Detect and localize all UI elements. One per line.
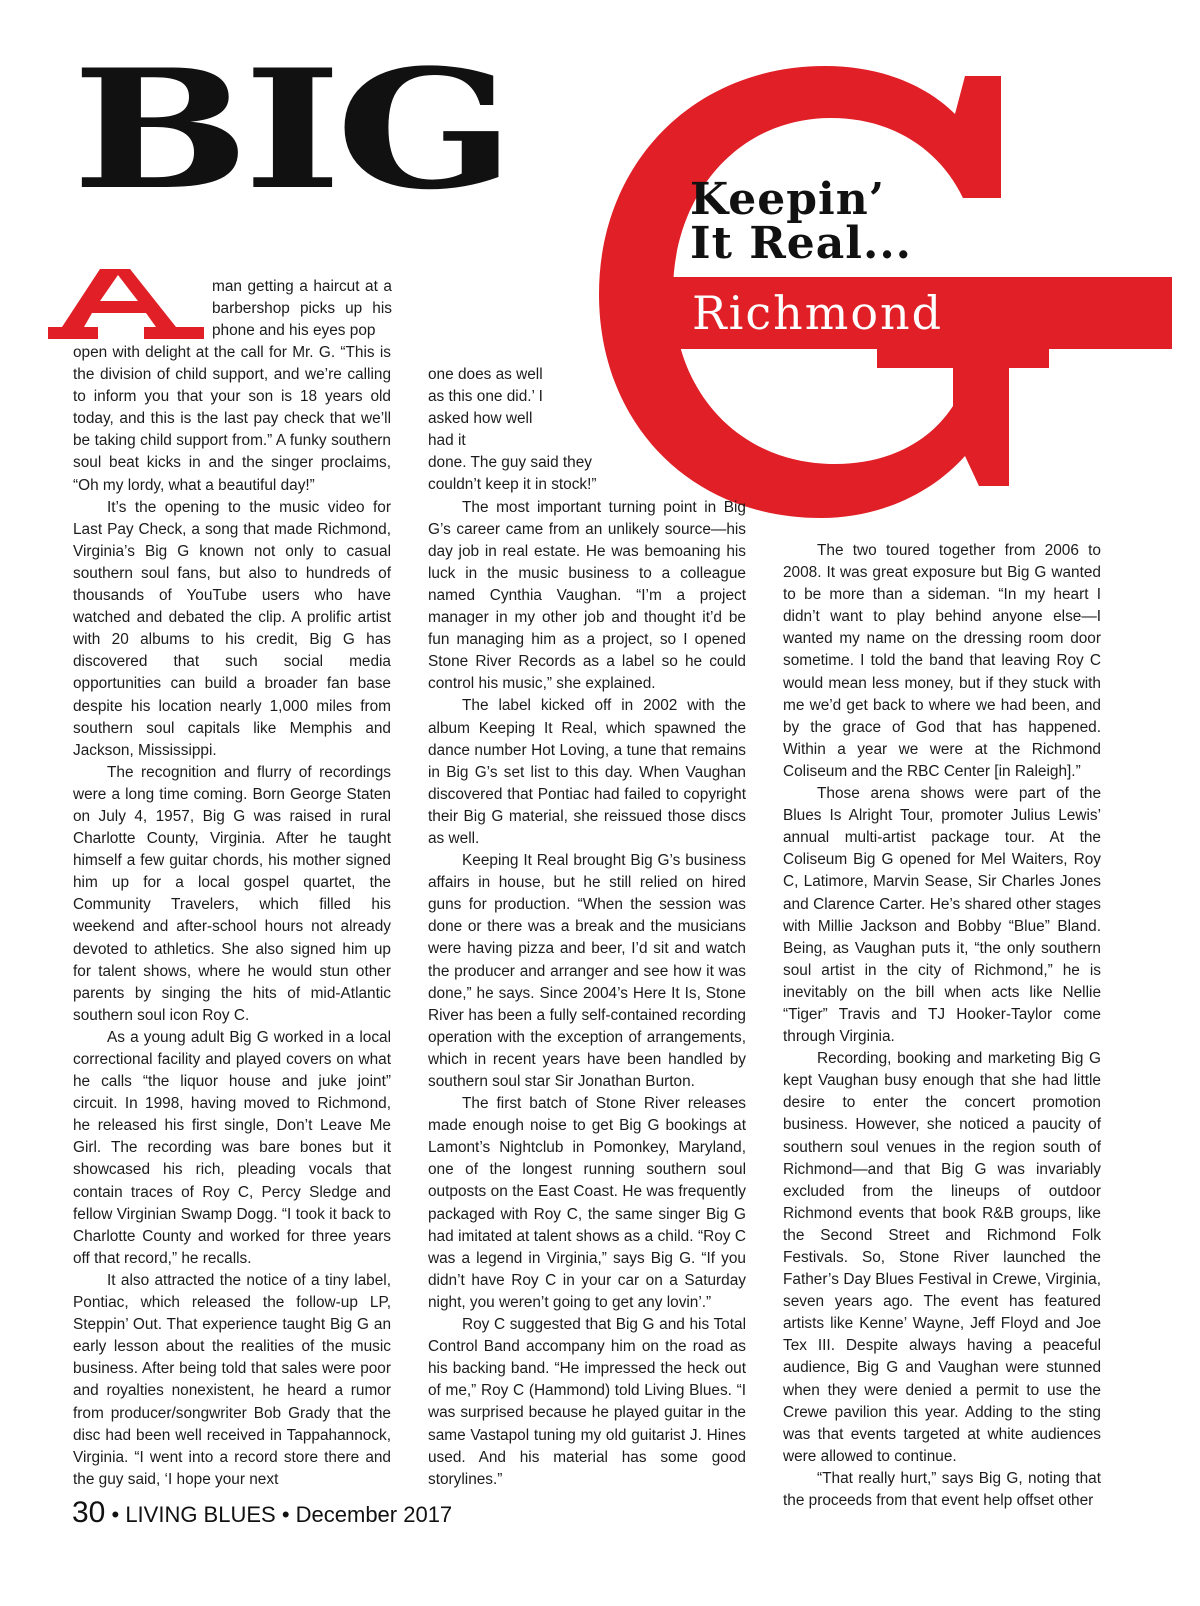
paragraph: The label kicked off in 2002 with the album Keeping It Real, which spawned the dance number Hot Loving, a tune that remains in Big G’s set list to this day. When Vaughan discovered that Pontiac had failed to copyright their Big G material, she reissued those discs as well. bbox=[428, 697, 746, 847]
paragraph: It’s the opening to the music video for Last Pay Check, a song that made Richmond, Virginia’s Big G known not only to casual southern soul fans, but also to hundreds of thousands of YouTube users who have watched and debated the clip. A prolific artist with 20 albums to his credit, Big G has discovered that such social media opportunities can build a broader fan base despite his location nearly 1,000 miles from southern soul capitals like Memphis and Jackson, Mississippi. bbox=[73, 498, 391, 759]
subtitle-line-1: Keepin’ bbox=[690, 174, 886, 225]
paragraph: Roy C suggested that Big G and his Total Control Band accompany him on the road as his backing band. “He impressed the heck out of me,” Roy C (Hammond) told Living Blues. “I was surprised because he played guitar in the same Vastapol tuning my old guitarist J. Hines used. And his material has some good storylines.” bbox=[428, 1316, 746, 1488]
column-3 bbox=[783, 540, 1101, 1512]
dropcap-a bbox=[40, 263, 212, 343]
paragraph: “That really hurt,” says Big G, noting that the proceeds from that event help offset other bbox=[783, 1469, 1101, 1510]
paragraph: It also attracted the notice of a tiny label, Pontiac, which released the follow-up LP, Steppin’ Out. That experience taught Big G an early lesson about the realities of the music business. After being told that sales were poor and royalties nonexistent, he heard a rumor from producer/songwriter Bob Grady that the disc had been well received in Tappahannock, Virginia. “I went into a record store there and the guy said, ‘I hope your next bbox=[73, 1271, 391, 1488]
paragraph: one does as well as this one did.’ I asked how well had it bbox=[428, 366, 543, 450]
paragraph: Those arena shows were part of the Blues Is Alright Tour, promoter Julius Lewis’ annual multi-artist package tour. At the Coliseum Big G opened for Mel Waiters, Roy C, Latimore, Marvin Sease, Sir Charles Jones and Clarence Carter. He’s shared other stages with Millie Jackson and Bobby “Blue” Bland. Being, as Vaughan puts it, “the only southern soul artist in the city of Richmond,” he is inevitably on the bill when acts like Nellie “Tiger” Travis and TJ Hooker-Taylor come through Virginia. bbox=[783, 785, 1101, 1046]
page-number: 30 bbox=[72, 1496, 106, 1529]
magazine-issue: • LIVING BLUES • December 2017 bbox=[111, 1502, 453, 1527]
paragraph: done. The guy said they couldn’t keep it in stock!” bbox=[428, 454, 597, 494]
paragraph: open with delight at the call for Mr. G. “This is the division of child support, and we’re calling to inform you that your son is 18 years old today, and this is the last pay check that we’ll be taking child support from.” A funky southern soul beat kicks in and the singer proclaims, “Oh my lordy, what a beautiful day!” bbox=[73, 344, 391, 494]
column-1-intro: man getting a haircut at a barbershop picks up his phone and his eyes pop bbox=[212, 278, 392, 340]
paragraph: As a young adult Big G worked in a local correctional facility and played covers on what he calls “the liquor house and juke joint” circuit. In 1998, having moved to Richmond, he released his first single, Don’t Leave Me Girl. The recording was bare bones but it showcased his rich, pleading vocals that contain traces of Roy C, Percy Sledge and fellow Virginian Swamp Dogg. “I took it back to Charlotte County and worked for three years off that record,” he recalls. bbox=[73, 1028, 391, 1267]
column-1 bbox=[73, 342, 391, 1491]
page-footer bbox=[72, 1496, 452, 1530]
paragraph: Recording, booking and marketing Big G kept Vaughan busy enough that she had little desire to enter the concert promotion business. However, she noticed a paucity of southern soul venues in the region south of Richmond—and that Big G was invariably excluded from the lineups of outdoor Richmond events that book R&B groups, like the Second Street and Richmond Folk Festivals. So, Stone River launched the Father’s Day Blues Festival in Crewe, Virginia, seven years ago. The event has featured artists like Kenne’ Wayne, Jeff Floyd and Joe Tex III. Despite always having a peaceful audience, Big G and Vaughan were stunned when they were denied a permit to use the Crewe pavilion this year. Adding to the sting was that events targeted at white audiences were allowed to continue. bbox=[783, 1050, 1101, 1465]
masthead-subtitle bbox=[690, 174, 912, 269]
subtitle-line-2: It Real... bbox=[690, 218, 912, 269]
paragraph: The recognition and flurry of recordings were a long time coming. Born George Staten on July 4, 1957, Big G was raised in rural Charlotte County, Virginia. After he taught himself a few guitar chords, his mother signed him up for a local gospel quartet, the Community Travelers, which filled his weekend and after-school hours not already devoted to athletics. She also signed him up for talent shows, where he would stun other parents by singing the hits of mid-Atlantic southern soul icon Roy C. bbox=[73, 763, 391, 1024]
paragraph: The most important turning point in Big G’s career came from an unlikely source—his day job in real estate. He was bemoaning his luck in the music business to a colleague named Cynthia Vaughan. “I’m a project manager in my other job and thought it’d be fun managing him as a project, so I opened Stone River Records as a label so he could control his music,” she explained. bbox=[428, 498, 746, 693]
paragraph: The two toured together from 2006 to 2008. It was great exposure but Big G wanted to be more than a sideman. “In my heart I didn’t want to play behind anyone else—I wanted my name on the dressing room door sometime. I told the band that leaving Roy C would mean less money, but if they stuck with me we’d get back to where we had been, and by the grace of God that has happened. Within a year we were at the Richmond Coliseum and the RBC Center [in Raleigh].” bbox=[783, 542, 1101, 780]
masthead-big-word: BIG bbox=[72, 33, 510, 226]
location-label: Richmond bbox=[692, 286, 944, 340]
column-2 bbox=[428, 364, 746, 1491]
paragraph: The first batch of Stone River releases made enough noise to get Big G bookings at Lamont’s Nightclub in Pomonkey, Maryland, one of the longest running southern soul outposts on the East Coast. He was frequently packaged with Roy C, the same singer Big G had imitated at talent shows as a child. “Roy C was a legend in Virginia,” says Big G. “If you didn’t have Roy C in your car on a Saturday night, you weren’t going to get any lovin’.” bbox=[428, 1095, 746, 1311]
paragraph: Keeping It Real brought Big G’s business affairs in house, but he still relied on hired guns for production. “When the session was done or there was a break and the musicians were having pizza and beer, I’d sit and watch the producer and arranger and see how it was done,” he says. Since 2004’s Here It Is, Stone River has been a fully self-contained recording operation with the exception of arrangements, which in recent years have been handled by southern soul star Sir Jonathan Burton. bbox=[428, 852, 746, 1090]
